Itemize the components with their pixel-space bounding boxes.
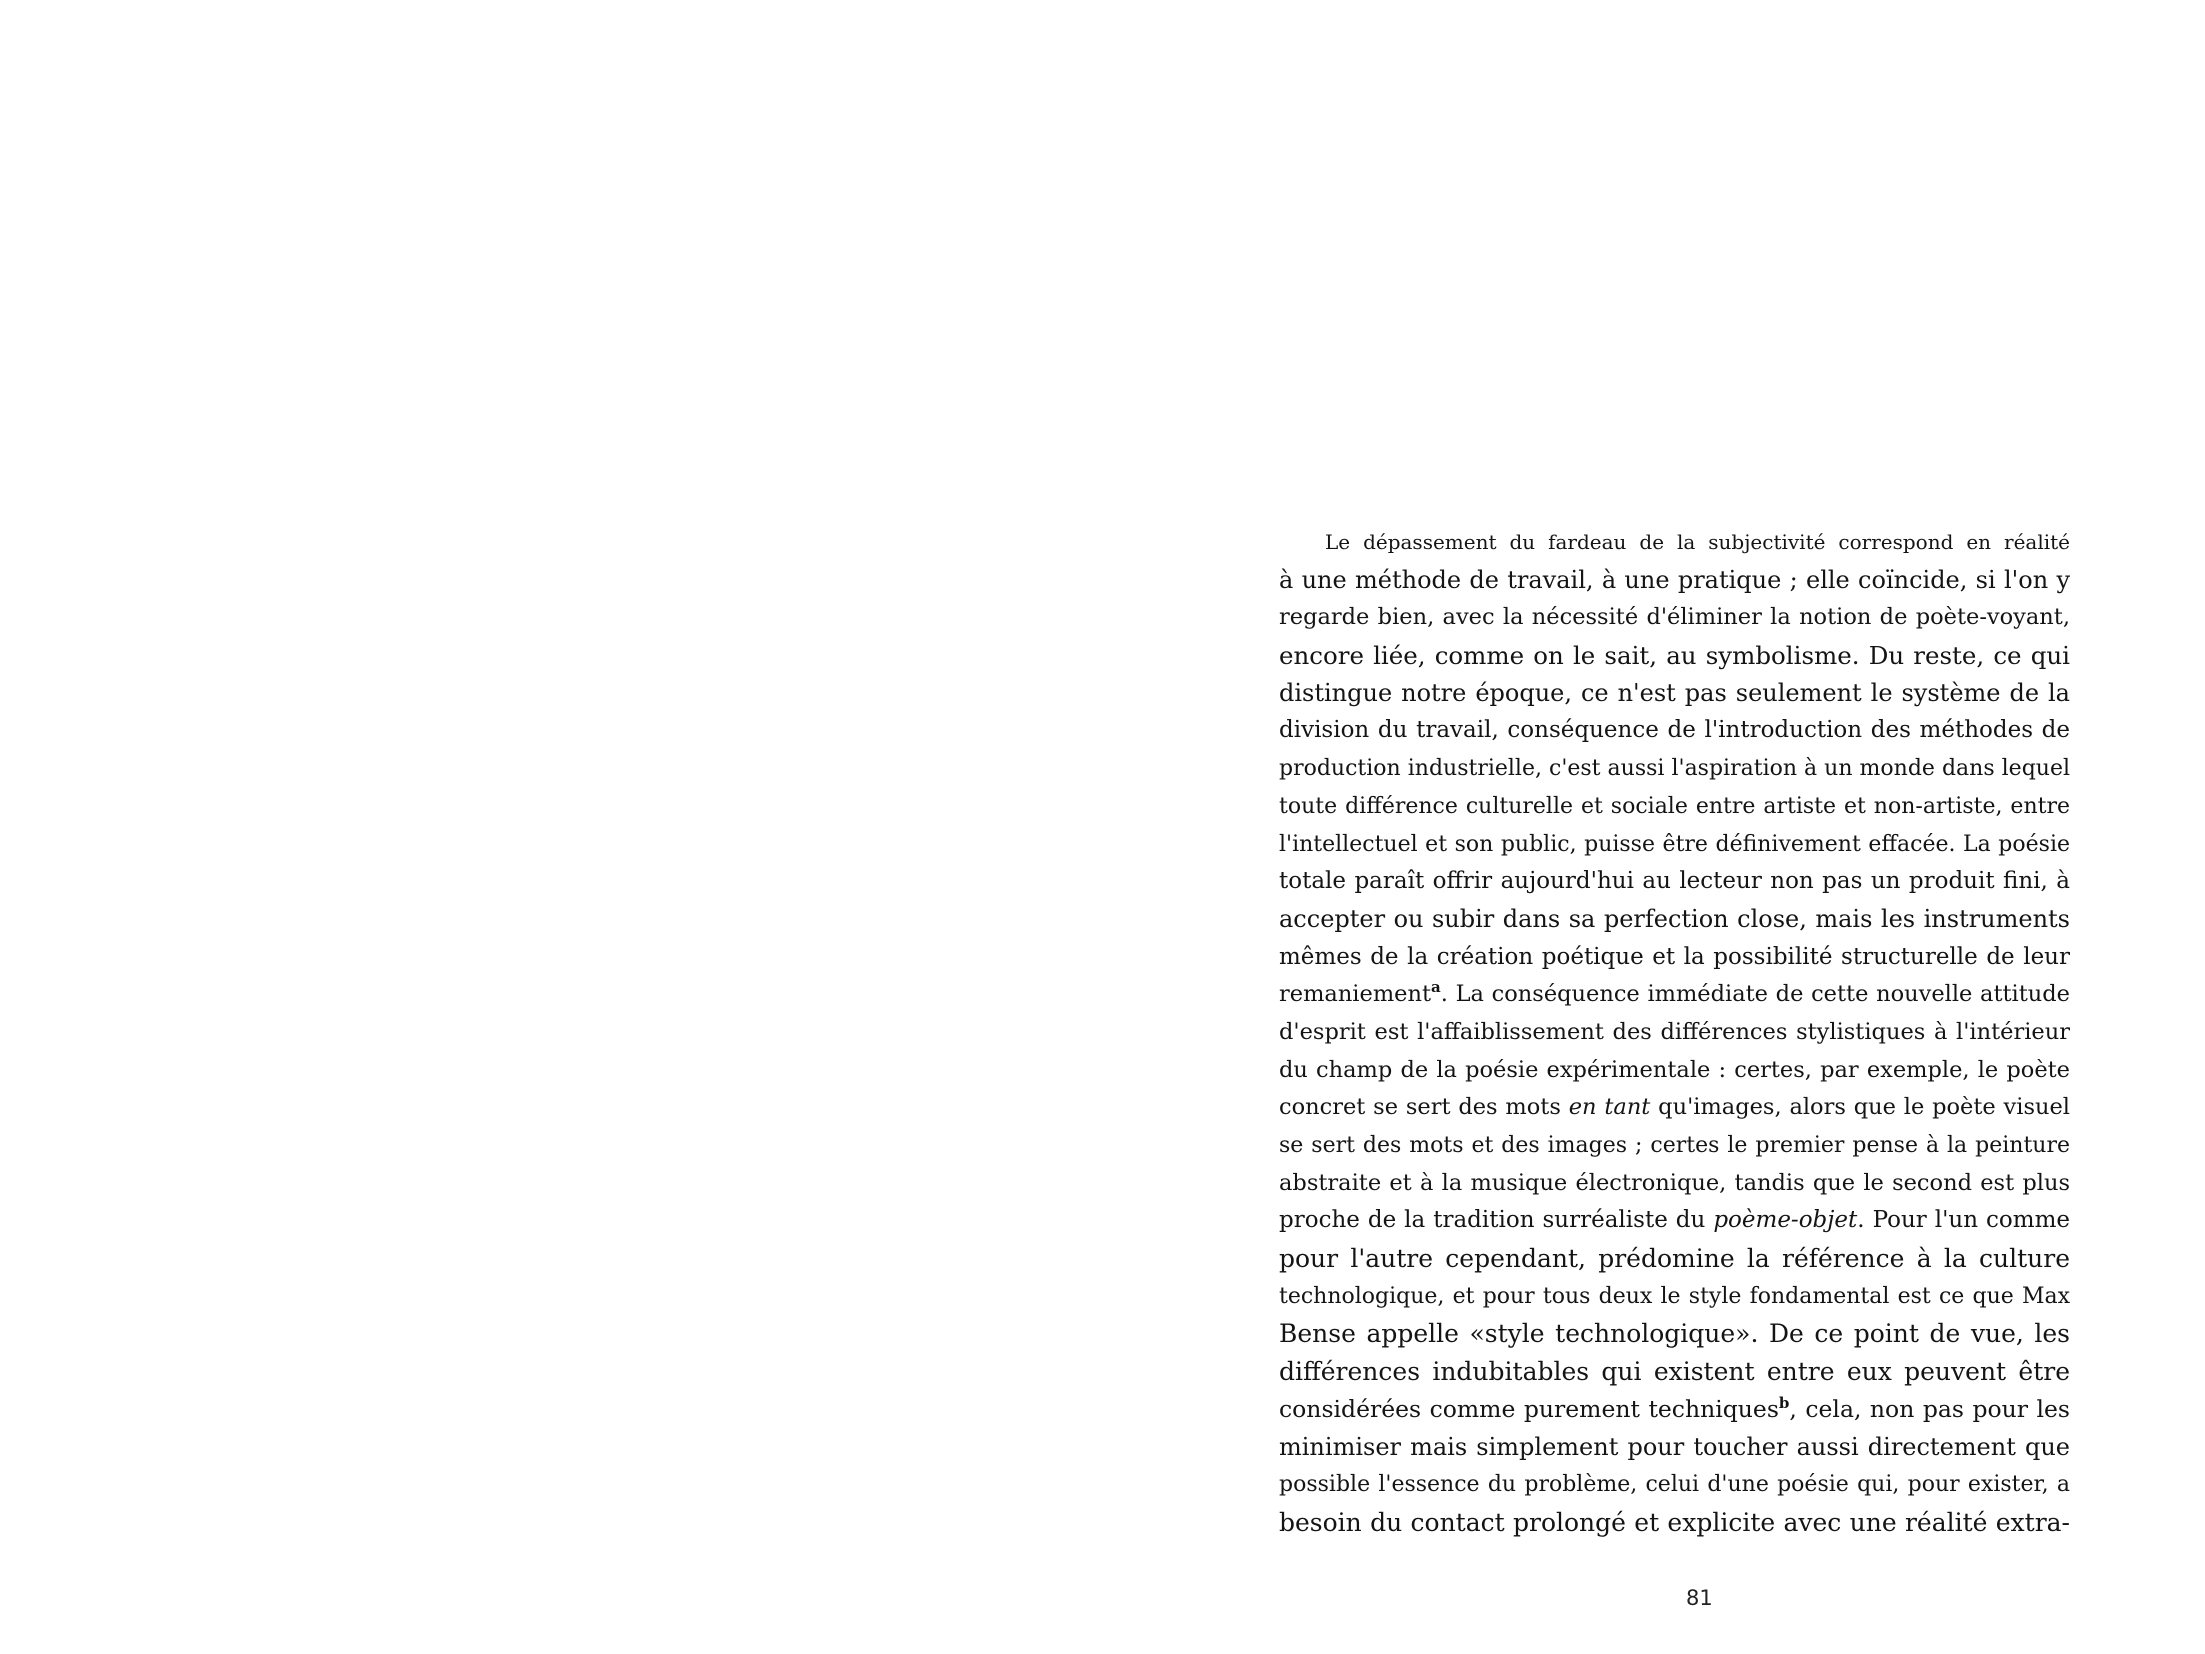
text-line: à une méthode de travail, à une pratique ; elle coïncide, si l'on y (1279, 565, 2070, 594)
text-line: possible l'essence du problème, celui d'une poésie qui, pour exister, a (1279, 1472, 2070, 1498)
text-line: mêmes de la création poétique et la possibilité structurelle de leur (1279, 943, 2070, 970)
text-line: proche de la tradition surréaliste du poème-objet. Pour l'un comme (1279, 1207, 2070, 1234)
footnote-marker-a: a (1431, 978, 1441, 997)
text-line: se sert des mots et des images ; certes le premier pense à la peinture (1279, 1133, 2070, 1158)
text-line: accepter ou subir dans sa perfection close, mais les instruments (1279, 904, 2070, 933)
text-line: production industrielle, c'est aussi l'aspiration à un monde dans lequel (1279, 756, 2070, 782)
text-line: l'intellectuel et son public, puisse être définivement effacée. La poésie (1279, 831, 2070, 857)
page-number: 81 (1686, 1586, 1713, 1610)
text-line: considérées comme purement techniques$^b$, cela, non pas pour les (1279, 1393, 2070, 1423)
text-line: totale paraît offrir aujourd'hui au lecteur non pas un produit fini, à (1279, 868, 2070, 895)
text-line: concret se sert des mots en tant qu'images, alors que le poète visuel (1279, 1094, 2070, 1121)
text-line: technologique, et pour tous deux le style fondamental est ce que Max (1279, 1283, 2070, 1309)
text-line: toute différence culturelle et sociale entre artiste et non-artiste, entre (1279, 793, 2070, 819)
italic-phrase: poème-objet (1713, 1207, 1858, 1234)
text-line: regarde bien, avec la nécessité d'éliminer la notion de poète-voyant, (1279, 604, 2070, 631)
text-line: d'esprit est l'affaiblissement des différences stylistiques à l'intérieur (1279, 1018, 2070, 1045)
text-line: abstraite et à la musique électronique, tandis que le second est plus (1279, 1169, 2070, 1196)
text-line: Le dépassement du fardeau de la subjectivité correspond en réalité (1325, 530, 2070, 554)
text-line: différences indubitables qui existent entre eux peuvent être (1279, 1357, 2070, 1387)
text-line: minimiser mais simplement pour toucher aussi directement que (1279, 1432, 2070, 1461)
text-line: du champ de la poésie expérimentale : certes, par exemple, le poète (1279, 1056, 2070, 1083)
text-line: distingue notre époque, ce n'est pas seulement le système de la (1279, 678, 2070, 707)
text-line: besoin du contact prolongé et explicite avec une réalité extra- (1279, 1507, 2070, 1537)
text-line: remaniement$^a$. La conséquence immédiate de cette nouvelle attitude (1279, 978, 2070, 1008)
text-line: encore liée, comme on le sait, au symbolisme. Du reste, ce qui (1279, 641, 2070, 671)
footnote-marker-b: b (1778, 1393, 1790, 1412)
text-line: pour l'autre cependant, prédomine la référence à la culture (1279, 1244, 2070, 1274)
text-line: Bense appelle «style technologique». De ce point de vue, les (1279, 1319, 2070, 1349)
italic-phrase: en tant (1568, 1094, 1651, 1121)
body-paragraph (1279, 524, 2070, 1542)
right-page (1102, 0, 2205, 1654)
text-line: division du travail, conséquence de l'introduction des méthodes de (1279, 717, 2070, 744)
left-page-blank (0, 0, 1102, 1654)
